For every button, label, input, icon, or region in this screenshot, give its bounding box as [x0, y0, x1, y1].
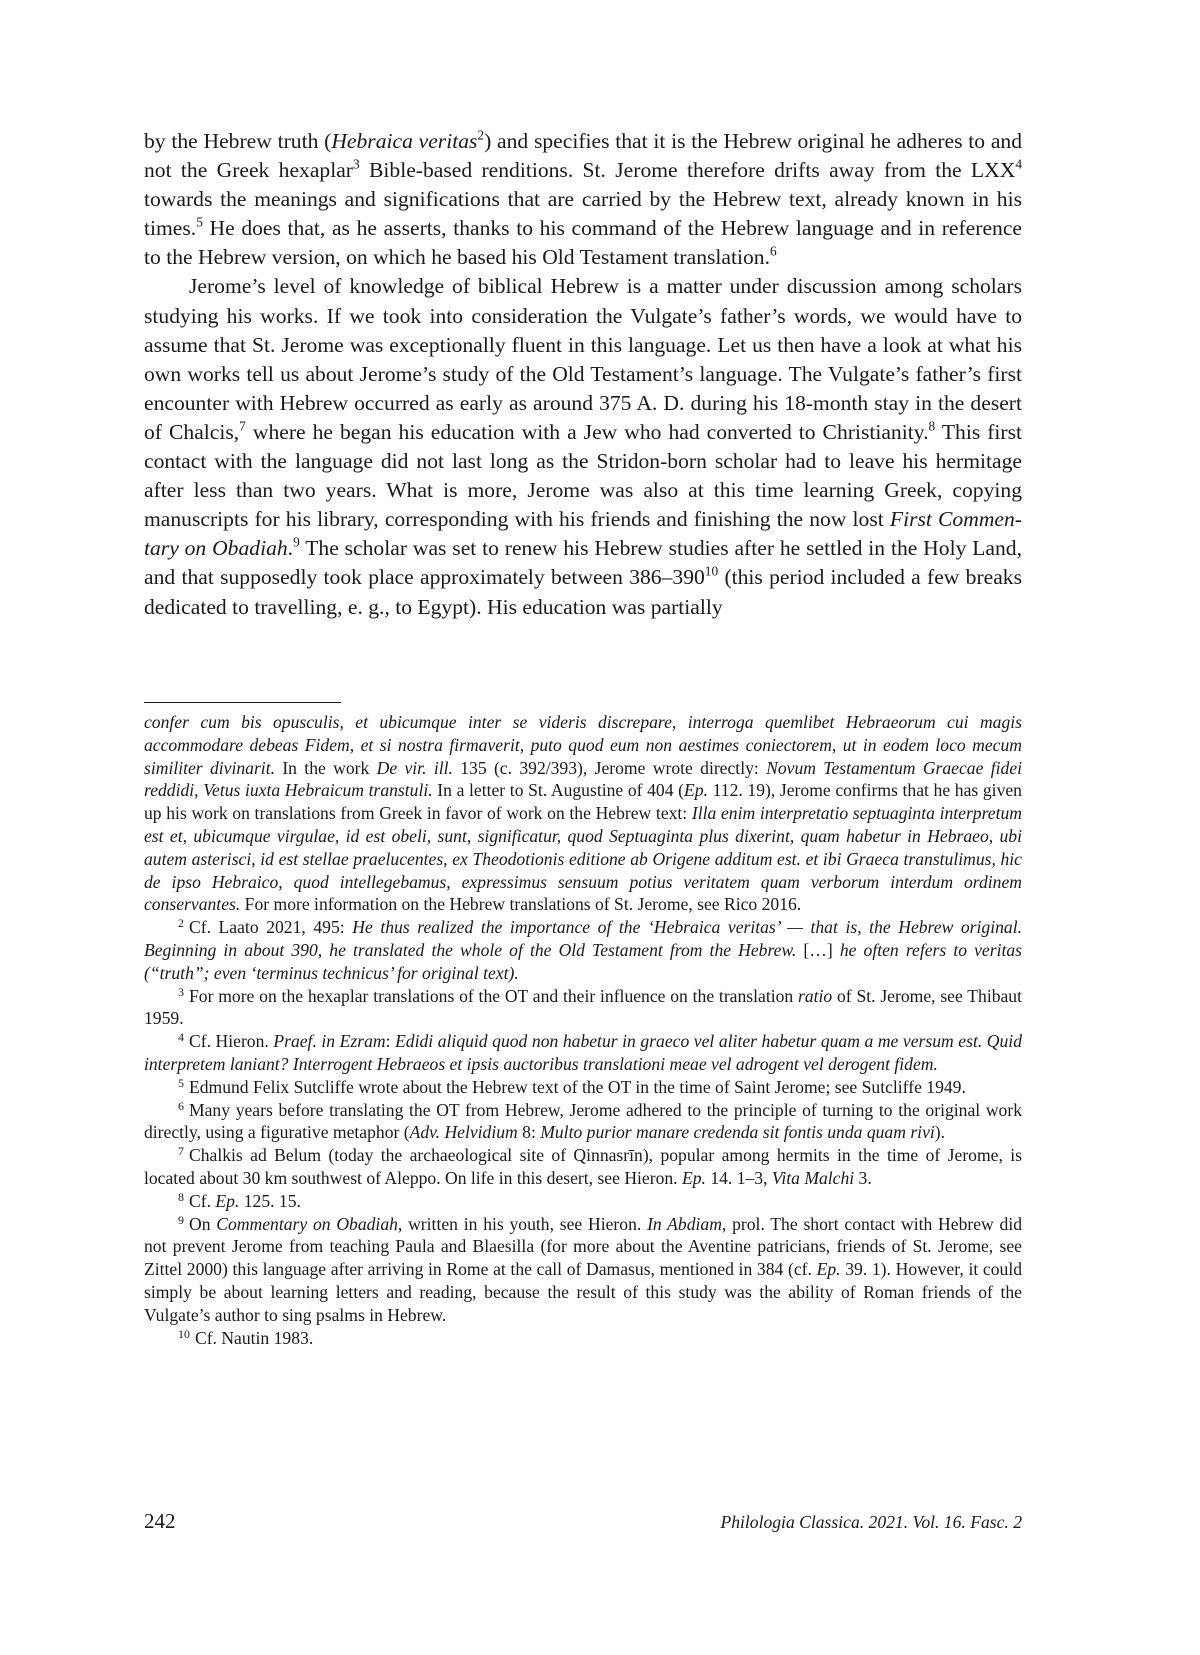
- footnote-ref[interactable]: 8: [928, 418, 936, 434]
- footnote-number: 2: [178, 916, 184, 931]
- footnote-number: 5: [178, 1075, 184, 1090]
- footnote-4: $^4$ Cf. Hieron. Praef. in Ezram: Edidi aliquid quod non habetur in graeco vel aliter habetur quam a me versum est. Quid interpretem laniant? Interrogent Hebraeos et ipsis auctoribus translationi meae vel adrogent vel derogent fidem.: [144, 1030, 1022, 1074]
- footnote-number: 8: [178, 1189, 184, 1204]
- footnote-2: $^2$ Cf. Laato 2021, 495: He thus realized the importance of the ‘Hebraica veritas’ — that is, the Hebrew original. Beginning in about 390, he translated the whole of the Old Testament from the Hebrew. […] he often refers to veritas (“truth”; even ‘terminus technicus’ for original text).: [144, 916, 1023, 983]
- footnote-separator: [144, 702, 341, 703]
- footnote-continuation: confer cum bis opusculis, et ubicumque inter se videris discrepare, interroga quemlibet Hebraeorum cui magis accommodare debeas Fidem, et si nostra firmaverit, puto quod eum non aestimes coniectorem, ut in eodem loco mecum similiter divinarit. In the work De vir. ill. 135 (c. 392/393), Jerome wrote directly: Novum Testamentum Graecae fidei reddidi, Vetus iuxta Hebraicum transtuli. In a letter to St. Augustine of 404 (Ep. 112. 19), Jerome confirms that he has given up his work on translations from Greek in favor of work on the Hebrew text: Illa enim interpretatio septuaginta interpretum est et, ubicumque virgulae, id est obeli, sunt, significatur, quod Septuaginta plus dixerint, quam habetur in Hebraeo, ubi autem asterisci, id est stellae praelucentes, ex Theodotionis editione ab Origene additum est. et ibi Graeca transtulimus, hic de ipso Hebraico, quod intellegebamus, expressimus sensuum potius veritatem quam verborum interdum ordinem conservantes. For more information on the Hebrew translations of St. Jerome, see Rico 2016.: [144, 712, 1023, 915]
- running-title: Philologia Classica. 2021. Vol. 16. Fasc. 2: [720, 1512, 1022, 1532]
- footnote-6: $^6$ Many years before translating the OT from Hebrew, Jerome adhered to the principle of turning to the original work directly, using a figurative metaphor (Adv. Helvidium 8: Multo purior manare credenda sit fontis unda quam rivi).: [144, 1098, 1022, 1143]
- footnotes: [144, 711, 1022, 1349]
- paragraph: Jerome’s level of knowledge of biblical Hebrew is a matter under discussion among scholars studying his works. If we took into consideration the Vulgate’s father’s words, we would have to assume that St. Jerome was exceptionally fluent in this language. Let us then have a look at what his own works tell us about Jerome’s study of the Old Testament’s language. The Vulgate’s father’s first encounter with Hebrew occurred as early as around 375 A. D. during his 18-month stay in the desert of Chalcis,$^7$ where he began his education with a Jew who had converted to Christianity.$^8$ This first contact with the language did not last long as the Stridon-born scholar had to leave his hermitage after less than two years. What is more, Jerome was also at this time learning Greek, copying manuscripts for his library, corresponding with his friends and finishing the now lost First Commentary on Obadiah.$^9$ The scholar was set to renew his Hebrew studies after he settled in the Holy Land, and that supposedly took place approximately between $386-390^{10}$ (this period included a few breaks dedicated to travelling, e. g., to Egypt). His education was partially: [144, 274, 1023, 619]
- footnote-number: 3: [178, 984, 184, 999]
- footnote-3: $^3$ For more on the hexaplar translations of the OT and their influence on the translation ratio of St. Jerome, see Thibaut 1959.: [144, 984, 1022, 1029]
- footnote-number: 4: [178, 1030, 184, 1045]
- footnote-ref[interactable]: 7: [239, 418, 246, 434]
- footnote-number: 9: [178, 1212, 184, 1227]
- footnote-ref[interactable]: 5: [196, 214, 203, 230]
- paragraph: by the Hebrew truth (Hebraica veritas$^2$) and specifies that it is the Hebrew original he adheres to and not the Greek hexaplar$^3$ Bible-based renditions. St. Jerome therefore drifts away from the LXX$^4$ towards the meanings and significations that are carried by the Hebrew text, already known in his times.$^5$ He does that, as he asserts, thanks to his command of the Hebrew language and in reference to the Hebrew version, on which he based his Old Testament translation.$^6$: [144, 127, 1023, 270]
- footnote-ref[interactable]: 2: [477, 127, 485, 143]
- footnote-5: $^5$ Edmund Felix Sutcliffe wrote about the Hebrew text of the OT in the time of Saint Jerome; see Sutcliffe 1949.: [178, 1075, 966, 1097]
- footnote-7: $^7$ Chalkis ad Belum (today the archaeological site of Qinnasrīn), popular among hermits in the time of Jerome, is located about 30 km southwest of Aleppo. On life in this desert, see Hieron. Ep. 14. 1–3, Vita Malchi 3.: [144, 1144, 1022, 1188]
- page-footer: [144, 1509, 1022, 1534]
- footnote-number: 6: [178, 1098, 184, 1113]
- footnote-8: $^8$ Cf. Ep. 125. 15.: [178, 1189, 301, 1211]
- main-text: [144, 127, 1022, 622]
- footnote-number: 10: [178, 1326, 190, 1341]
- footnote-9: $^9$ On Commentary on Obadiah, written in his youth, see Hieron. In Abdiam, prol. The short contact with Hebrew did not prevent Jerome from teaching Paula and Blaesilla (for more about the Aventine patricians, friends of St. Jerome, see Zittel 2000) this language after arriving in Rome at the call of Damasus, mentioned in 384 (cf. Ep. 39. 1). However, it could simply be about learning letters and reading, because the result of this study was the ability of Roman friends of the Vulgate’s author to sing psalms in Hebrew.: [144, 1212, 1023, 1325]
- page-number: 242: [144, 1509, 176, 1533]
- footnote-ref[interactable]: 9: [293, 535, 300, 551]
- footnote-10: $^{10}$ Cf. Nautin 1983.: [178, 1326, 314, 1348]
- footnote-ref[interactable]: 4: [1015, 156, 1022, 172]
- footnote-ref[interactable]: 3: [353, 156, 360, 172]
- footnote-ref[interactable]: 10: [704, 564, 719, 580]
- footnote-number: 7: [178, 1144, 184, 1159]
- footnote-ref[interactable]: 6: [769, 244, 777, 260]
